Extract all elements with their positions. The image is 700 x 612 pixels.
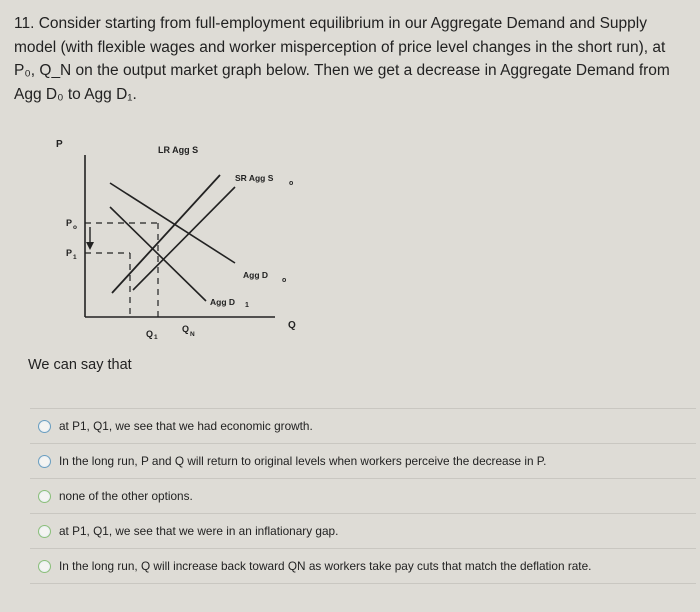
radio-icon[interactable]	[38, 420, 51, 433]
agg-d1-sub: 1	[245, 302, 249, 309]
lr-agg-s-curve	[112, 175, 220, 293]
radio-icon[interactable]	[38, 455, 51, 468]
radio-icon[interactable]	[38, 490, 51, 503]
answer-option-label: In the long run, P and Q will return to original levels when workers perceive the decrease in P.	[59, 454, 547, 468]
answer-option-label: In the long run, Q will increase back toward QN as workers take pay cuts that match the deflation rate.	[59, 559, 592, 573]
sr-agg-s-sub: o	[289, 180, 294, 187]
qn-label: Q	[182, 324, 190, 334]
p1-label: P	[66, 248, 73, 258]
answer-option[interactable]	[30, 443, 696, 478]
q1-label: Q	[146, 329, 154, 339]
agg-d1-curve	[110, 207, 206, 301]
lr-agg-s-label: LR Agg S	[158, 145, 199, 155]
answer-option-label: at P1, Q1, we see that we were in an inflationary gap.	[59, 524, 339, 538]
question-text: 11. Consider starting from full-employment equilibrium in our Aggregate Demand and Supply model (with flexible wages and worker misperception of price level changes in the short run), at P₀, Q_N on the output market graph below. Then we get a decrease in Aggregate Demand from Agg D₀ to Agg D₁.	[14, 15, 670, 103]
answer-option-label: at P1, Q1, we see that we had economic growth.	[59, 419, 313, 433]
qn-sub: N	[190, 331, 195, 338]
agg-d0-sub: o	[282, 277, 287, 284]
radio-icon[interactable]	[38, 525, 51, 538]
y-axis-label: P	[56, 139, 63, 150]
answer-option[interactable]	[30, 408, 696, 443]
radio-icon[interactable]	[38, 560, 51, 573]
answer-option-label: none of the other options.	[59, 489, 193, 503]
sr-agg-s-label: SR Agg S	[235, 173, 274, 183]
q1-sub: 1	[154, 334, 158, 341]
agg-d1-label: Agg D	[210, 297, 236, 307]
price-drop-arrowhead	[86, 242, 94, 250]
answer-option[interactable]	[30, 478, 696, 513]
sr-agg-s-curve	[133, 187, 235, 290]
p1-sub: 1	[73, 254, 77, 261]
p0-sub: o	[73, 224, 77, 231]
answer-option[interactable]	[30, 513, 696, 548]
p0-label: P	[66, 218, 73, 228]
x-axis-label: Q	[288, 320, 296, 331]
answer-options	[30, 408, 696, 584]
ad-as-graph	[50, 125, 330, 345]
prompt-text: We can say that	[28, 357, 132, 373]
answer-option[interactable]	[30, 548, 696, 584]
agg-d0-label: Agg D	[243, 270, 269, 280]
